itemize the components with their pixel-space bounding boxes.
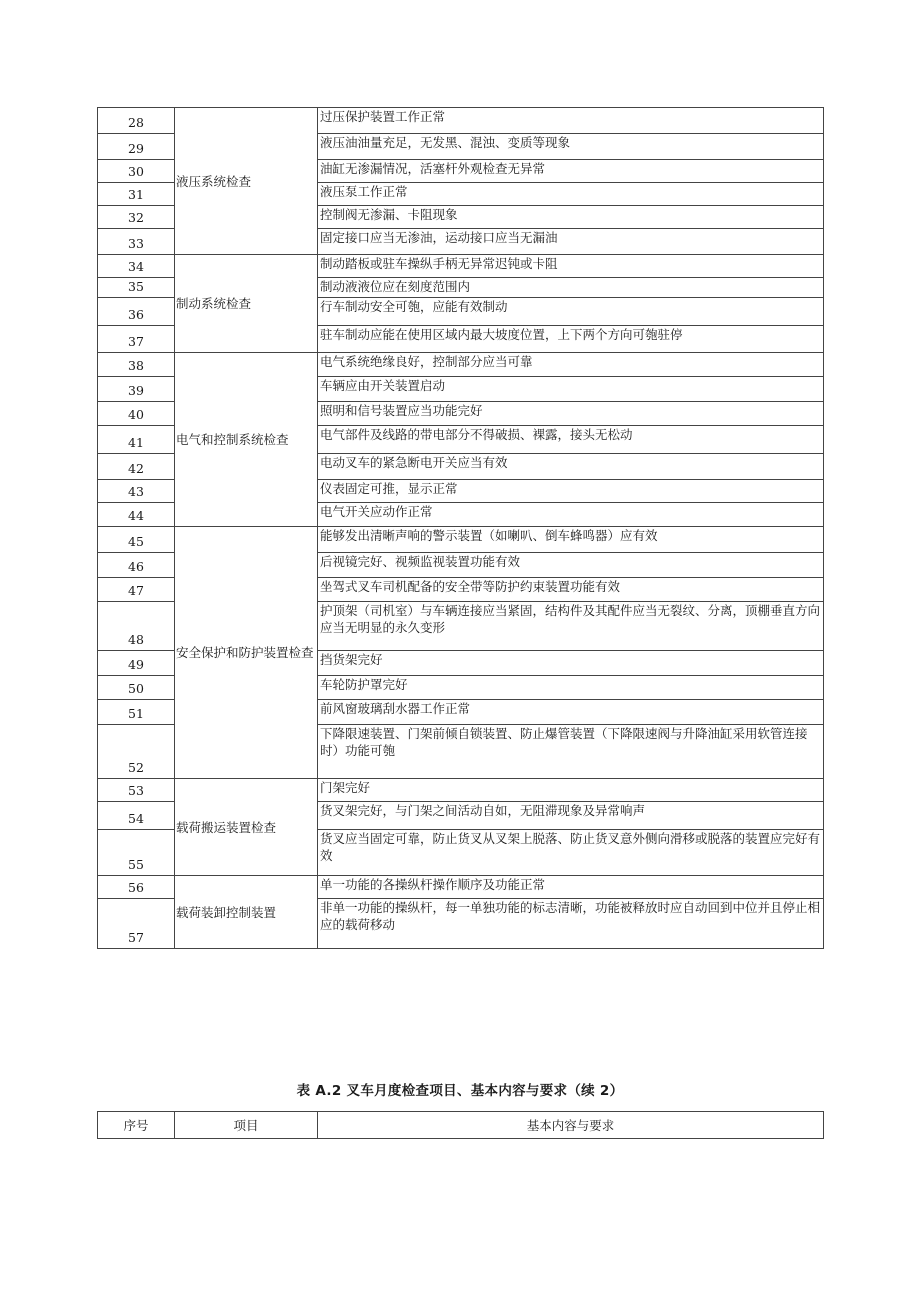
requirement-cell: 控制阀无渗漏、卡阻现象: [318, 206, 824, 229]
requirement-cell: 固定接口应当无渗油，运动接口应当无漏油: [318, 229, 824, 255]
row-number: 45: [98, 527, 175, 553]
requirement-cell: 能够发出清晰声响的警示装置（如喇叭、倒车蜂鸣器）应有效: [318, 527, 824, 553]
requirement-cell: 驻车制动应能在使用区域内最大坡度位置，上下两个方向可匏驻停: [318, 326, 824, 353]
row-number: 38: [98, 353, 175, 377]
table-row: [98, 108, 824, 134]
row-number: 35: [98, 278, 175, 298]
category-cell: 液压系统检查: [175, 108, 318, 255]
requirement-cell: 过压保护装置工作正常: [318, 108, 824, 134]
table-row: [98, 353, 824, 377]
category-cell: 电气和控制系统检查: [175, 353, 318, 527]
row-number: 33: [98, 229, 175, 255]
row-number: 44: [98, 503, 175, 527]
requirement-cell: 制动液液位应在刻度范围内: [318, 278, 824, 298]
requirement-cell: 挡货架完好: [318, 651, 824, 676]
requirement-cell: 照明和信号装置应当功能完好: [318, 402, 824, 426]
row-number: 53: [98, 779, 175, 802]
requirement-cell: 车轮防护罩完好: [318, 676, 824, 700]
row-number: 51: [98, 700, 175, 725]
row-number: 36: [98, 298, 175, 326]
requirement-cell: 液压泵工作正常: [318, 183, 824, 206]
table-row: [98, 779, 824, 802]
inspection-table: [97, 107, 824, 949]
requirement-cell: 电气开关应动作正常: [318, 503, 824, 527]
row-number: 54: [98, 802, 175, 830]
row-number: 52: [98, 725, 175, 779]
row-number: 29: [98, 134, 175, 160]
row-number: 28: [98, 108, 175, 134]
table-caption: 表 A.2 叉车月度检查项目、基本内容与要求（续 2）: [296, 1083, 624, 1099]
header-col-item: 项目: [175, 1112, 318, 1139]
requirement-cell: 前风窗玻璃刮水器工作正常: [318, 700, 824, 725]
row-number: 57: [98, 899, 175, 949]
requirement-cell: 非单一功能的操纵杆，每一单独功能的标志清晰，功能被释放时应自动回到中位并且停止相应的载荷移动: [318, 899, 824, 949]
requirement-cell: 液压油油量充足，无发黑、混浊、变质等现象: [318, 134, 824, 160]
continuation-header-table: [97, 1111, 824, 1139]
requirement-cell: 电气部件及线路的带电部分不得破损、裸露，接头无松动: [318, 426, 824, 454]
row-number: 55: [98, 830, 175, 876]
row-number: 40: [98, 402, 175, 426]
requirement-cell: 下降限速装置、门架前倾自锁装置、防止爆管装置（下降限速阀与升降油缸采用软管连接时）功能可匏: [318, 725, 824, 779]
row-number: 41: [98, 426, 175, 454]
category-cell: 载荷搬运装置检查: [175, 779, 318, 876]
requirement-cell: 仪表固定可推，显示正常: [318, 480, 824, 503]
row-number: 42: [98, 454, 175, 480]
category-cell: 安全保护和防护装置检查: [175, 527, 318, 779]
requirement-cell: 行车制动安全可匏，应能有效制动: [318, 298, 824, 326]
requirement-cell: 货叉应当固定可靠，防止货叉从叉架上脱落、防止货叉意外侧向滑移或脱落的装置应完好有效: [318, 830, 824, 876]
row-number: 50: [98, 676, 175, 700]
table-row: [98, 527, 824, 553]
row-number: 47: [98, 578, 175, 602]
requirement-cell: 制动踏板或驻车操纵手柄无异常迟钝或卡阻: [318, 255, 824, 278]
requirement-cell: 电气系统绝缘良好，控制部分应当可靠: [318, 353, 824, 377]
requirement-cell: 电动叉车的紧急断电开关应当有效: [318, 454, 824, 480]
requirement-cell: 单一功能的各操纵杆操作顺序及功能正常: [318, 876, 824, 899]
inspection-table-body: [98, 108, 824, 949]
row-number: 32: [98, 206, 175, 229]
requirement-cell: 油缸无渗漏情况，活塞杆外观检查无异常: [318, 160, 824, 183]
row-number: 31: [98, 183, 175, 206]
header-col-no: 序号: [98, 1112, 175, 1139]
row-number: 34: [98, 255, 175, 278]
row-number: 30: [98, 160, 175, 183]
row-number: 37: [98, 326, 175, 353]
row-number: 46: [98, 553, 175, 578]
header-row: [98, 1112, 824, 1139]
row-number: 49: [98, 651, 175, 676]
row-number: 48: [98, 602, 175, 651]
table-row: [98, 876, 824, 899]
requirement-cell: 货叉架完好，与门架之间活动自如，无阻滞现象及异常响声: [318, 802, 824, 830]
row-number: 43: [98, 480, 175, 503]
category-cell: 制动系统检查: [175, 255, 318, 353]
requirement-cell: 坐驾式叉车司机配备的安全带等防护约束装置功能有效: [318, 578, 824, 602]
requirement-cell: 后视镜完好、视频监视装置功能有效: [318, 553, 824, 578]
requirement-cell: 车辆应由开关装置启动: [318, 377, 824, 402]
row-number: 56: [98, 876, 175, 899]
header-col-requirement: 基本内容与要求: [318, 1112, 824, 1139]
table-row: [98, 255, 824, 278]
requirement-cell: 护顶架（司机室）与车辆连接应当紧固，结构件及其配件应当无裂纹、分离，顶棚垂直方向应当无明显的永久变形: [318, 602, 824, 651]
row-number: 39: [98, 377, 175, 402]
category-cell: 载荷装卸控制装置: [175, 876, 318, 949]
requirement-cell: 门架完好: [318, 779, 824, 802]
